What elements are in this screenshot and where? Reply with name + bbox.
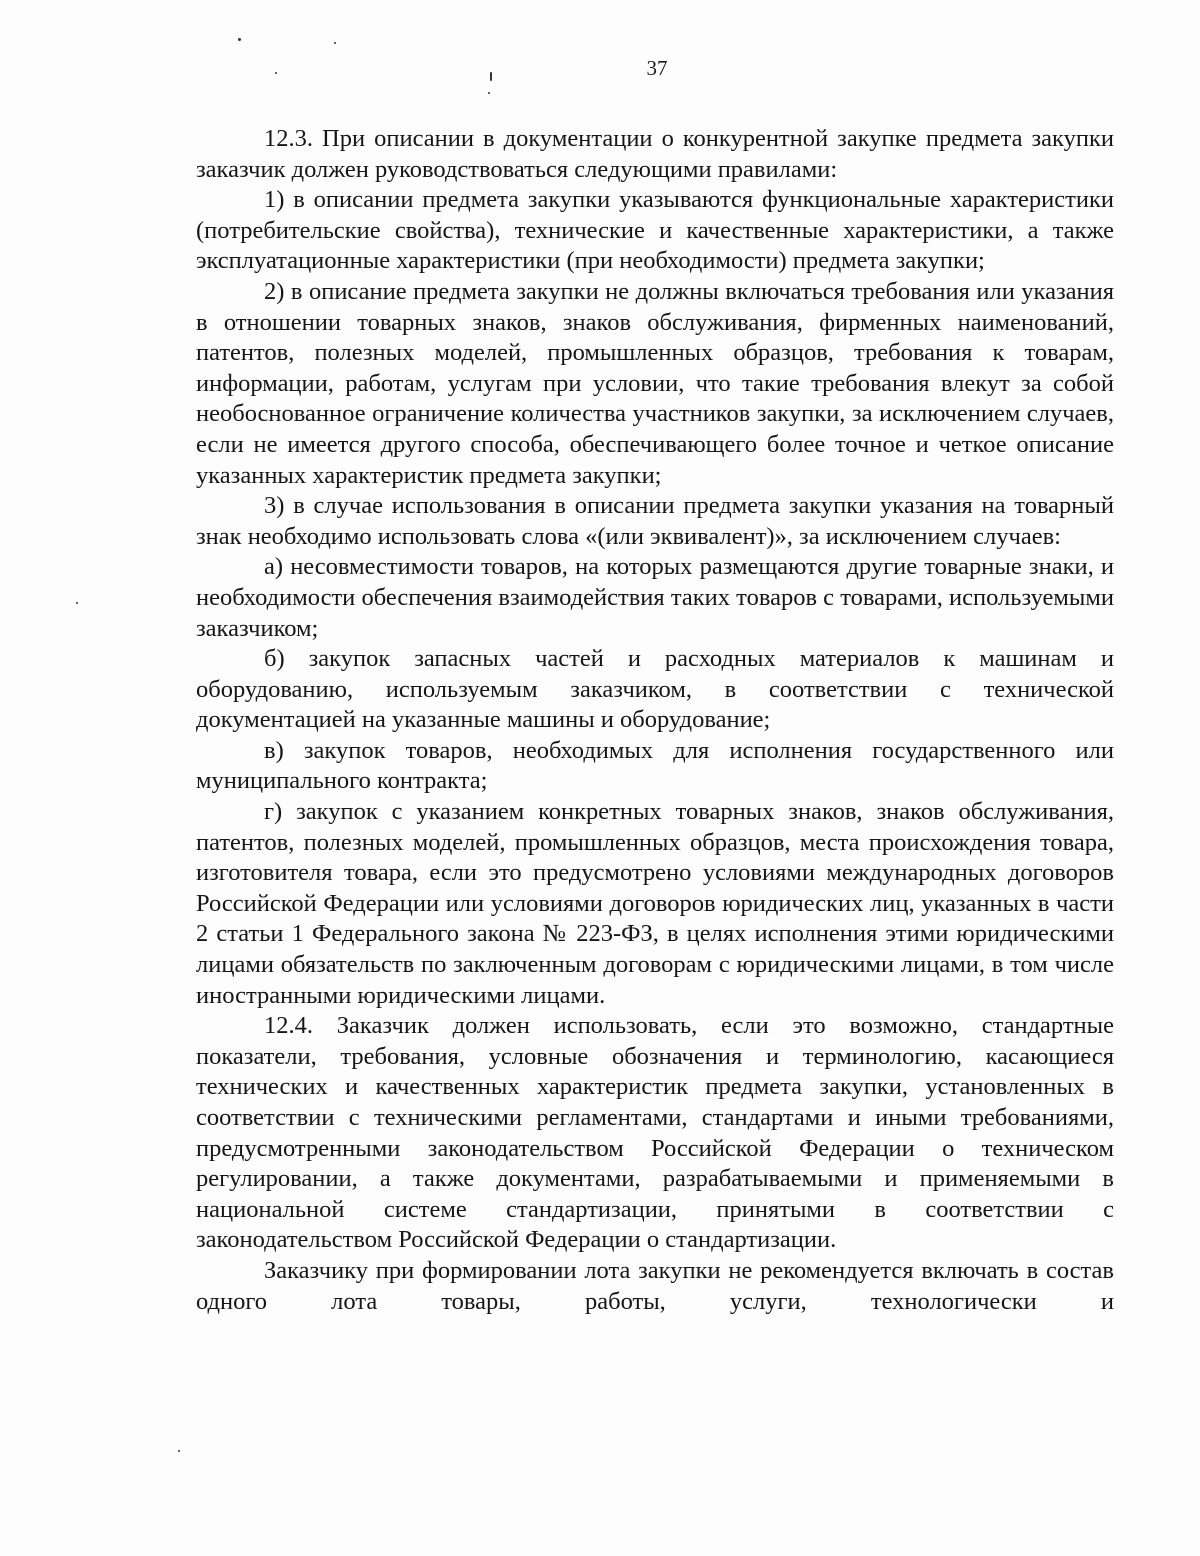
page-number: 37 xyxy=(646,56,668,80)
list-item-2: 2) в описание предмета закупки не должны включаться требования или указания в отношении товарных знаков, знаков обслуживания, фирменных наименований, патентов, полезных моделей, промышленных образцов, требования к товарам, информации, работам, услугам при условии, что такие требования влекут за собой необоснованное ограничение количества участников закупки, за исключением случаев, если не имеется другого способа, обеспечивающего более точное и четкое описание указанных характеристик предмета закупки; xyxy=(196,277,1114,489)
list-item-1: 1) в описании предмета закупки указываются функциональные характеристики (потребительские свойства), технические и качественные характеристики, а также эксплуатационные характеристики (при необходимости) предмета закупки; xyxy=(196,186,1114,275)
scan-speck xyxy=(238,38,241,41)
paragraph-12-3: 12.3. При описании в документации о конкурентной закупке предмета закупки заказчик должен руководствоваться следующими правилами: xyxy=(196,125,1114,183)
scan-speck xyxy=(76,602,78,604)
scan-speck xyxy=(178,1450,180,1452)
list-item-v: в) закупок товаров, необходимых для исполнения государственного или муниципального контракта; xyxy=(196,736,1114,795)
paragraph-12-4: 12.4. Заказчик должен использовать, если это возможно, стандартные показатели, требования, условные обозначения и терминологию, касающиеся технических и качественных характеристик предмета закупки, установленных в соответствии с техническими регламентами, стандартами и иными требованиями, предусмотренными законодательством Российской Федерации о техническом регулировании, а также документами, разрабатываемыми и применяемыми в национальной системе стандартизации, принятыми в соответствии с законодательством Российской Федерации о стандартизации. xyxy=(196,1012,1114,1254)
scan-speck xyxy=(488,92,490,94)
list-item-a: а) несовместимости товаров, на которых размещаются другие товарные знаки, и необходимости обеспечения взаимодействия таких товаров с товарами, используемыми заказчиком; xyxy=(196,553,1114,642)
list-item-g: г) закупок с указанием конкретных товарных знаков, знаков обслуживания, патентов, полезных моделей, промышленных образцов, места происхождения товара, изготовителя товара, если это предусмотрено условиями международных договоров Российской Федерации или условиями договоров юридических лиц, указанных в части 2 статьи 1 Федерального закона № 223-ФЗ, в целях исполнения этими юридическими лицами обязательств по заключенным договорам с юридическими лицами, в том числе иностранными юридическими лицами. xyxy=(196,798,1114,1009)
paragraph-lot: Заказчику при формировании лота закупки не рекомендуется включать в состав одного лота товары, работы, услуги, технологически и xyxy=(196,1256,1114,1315)
list-item-b: б) закупок запасных частей и расходных материалов к машинам и оборудованию, используемым заказчиком, в соответствии с технической документацией на указанные машины и оборудование; xyxy=(196,645,1114,734)
document-body xyxy=(196,124,1114,1317)
list-item-3: 3) в случае использования в описании предмета закупки указания на товарный знак необходимо использовать слова «(или эквивалент)», за исключением случаев: xyxy=(196,492,1114,550)
scan-speck xyxy=(334,42,336,44)
